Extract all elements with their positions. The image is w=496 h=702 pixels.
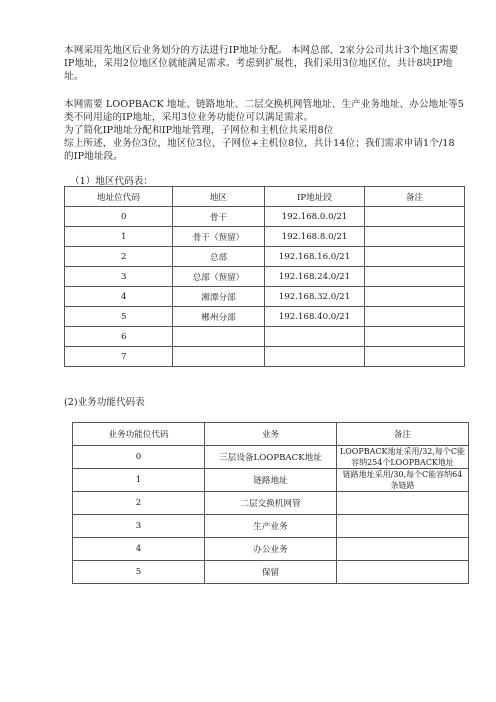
- region-name-cell: 湘潭分部: [173, 287, 265, 307]
- note-cell: [365, 207, 465, 227]
- subnet-host-paragraph: 为了简化IP地址分配和IP地址管理，子网位和主机位共采用8位: [64, 125, 334, 136]
- header-cell: 业务: [205, 423, 337, 446]
- service-table-caption: (2)业务功能代码表: [64, 397, 145, 408]
- note-cell: [365, 327, 465, 347]
- note-cell: [365, 307, 465, 327]
- table-row: [73, 446, 469, 469]
- table-row: [65, 287, 465, 307]
- service-name-cell: 办公业务: [205, 538, 337, 561]
- table-row: [65, 227, 465, 247]
- region-code-table: [64, 186, 465, 367]
- service-note-cell: [337, 561, 469, 584]
- header-cell: 地区: [173, 187, 265, 207]
- ip-range-cell: 192.168.32.0/21: [265, 287, 365, 307]
- ip-range-cell: 192.168.0.0/21: [265, 207, 365, 227]
- region-code-cell: 6: [65, 327, 173, 347]
- region-code-cell: 4: [65, 287, 173, 307]
- table-row: [73, 538, 469, 561]
- service-code-cell: 5: [73, 561, 205, 584]
- address-types-paragraph: 本网需要 LOOPBACK 地址、链路地址、二层交换机网管地址、生产业务地址、办公地址等5类不同用途的IP地址，采用3位业务功能位可以满足需求。: [64, 99, 464, 123]
- table-header-row: [73, 423, 469, 446]
- region-code-cell: 7: [65, 347, 173, 367]
- service-code-cell: 1: [73, 469, 205, 492]
- service-name-cell: 保留: [205, 561, 337, 584]
- region-name-cell: 骨干（预留）: [173, 227, 265, 247]
- region-code-cell: 5: [65, 307, 173, 327]
- service-note-cell: [337, 538, 469, 561]
- region-name-cell: [173, 347, 265, 367]
- region-code-cell: 0: [65, 207, 173, 227]
- note-cell: [365, 287, 465, 307]
- region-name-cell: 骨干: [173, 207, 265, 227]
- table-row: [65, 307, 465, 327]
- header-cell: 业务功能位代码: [73, 423, 205, 446]
- service-name-cell: 生产业务: [205, 515, 337, 538]
- service-note-cell: [337, 492, 469, 515]
- header-cell: 地址位代码: [65, 187, 173, 207]
- header-cell: IP地址段: [265, 187, 365, 207]
- note-cell: [365, 347, 465, 367]
- ip-range-cell: [265, 347, 365, 367]
- ip-range-cell: [265, 327, 365, 347]
- table-row: [65, 247, 465, 267]
- ip-range-cell: 192.168.24.0/21: [265, 267, 365, 287]
- note-cell: [365, 247, 465, 267]
- service-code-cell: 4: [73, 538, 205, 561]
- table-row: [73, 515, 469, 538]
- table-row: [73, 469, 469, 492]
- region-code-cell: 2: [65, 247, 173, 267]
- ip-range-cell: 192.168.40.0/21: [265, 307, 365, 327]
- note-cell: [365, 227, 465, 247]
- table-header-row: [65, 187, 465, 207]
- region-name-cell: 郴州分部: [173, 307, 265, 327]
- region-name-cell: 总部: [173, 247, 265, 267]
- service-name-cell: 链路地址: [205, 469, 337, 492]
- summary-paragraph: 综上所述，业务位3位，地区位3位，子网位+主机位8位，共计14位；我们需求申请1个/18的IP地址段。: [64, 138, 455, 162]
- region-name-cell: [173, 327, 265, 347]
- region-name-cell: 总部（预留）: [173, 267, 265, 287]
- region-code-cell: 1: [65, 227, 173, 247]
- intro-paragraph: 本网采用先地区后业务划分的方法进行IP地址分配。 本网总部、2家分公司共计3个地区需要IP地址，采用2位地区位就能满足需求。考虑到扩展性，我们采用3位地区位，共计8块IP地址。: [64, 45, 459, 82]
- table-row: [65, 327, 465, 347]
- service-code-cell: 2: [73, 492, 205, 515]
- table-row: [73, 561, 469, 584]
- service-note-cell: LOOPBACK地址采用/32,每个C能容纳254个LOOPBACK地址: [337, 446, 469, 469]
- table-row: [65, 207, 465, 227]
- table-row: [65, 267, 465, 287]
- service-note-cell: 链路地址采用/30,每个C能容纳64条链路: [337, 469, 469, 492]
- ip-range-cell: 192.168.16.0/21: [265, 247, 365, 267]
- service-code-cell: 3: [73, 515, 205, 538]
- table-row: [73, 492, 469, 515]
- header-cell: 备注: [337, 423, 469, 446]
- service-code-cell: 0: [73, 446, 205, 469]
- service-name-cell: 三层设备LOOPBACK地址: [205, 446, 337, 469]
- table-row: [65, 347, 465, 367]
- ip-range-cell: 192.168.8.0/21: [265, 227, 365, 247]
- service-code-table: [72, 422, 469, 584]
- region-table-caption: （1）地区代码表：: [70, 176, 153, 187]
- service-name-cell: 二层交换机网管: [205, 492, 337, 515]
- service-note-cell: [337, 515, 469, 538]
- header-cell: 备注: [365, 187, 465, 207]
- note-cell: [365, 267, 465, 287]
- region-code-cell: 3: [65, 267, 173, 287]
